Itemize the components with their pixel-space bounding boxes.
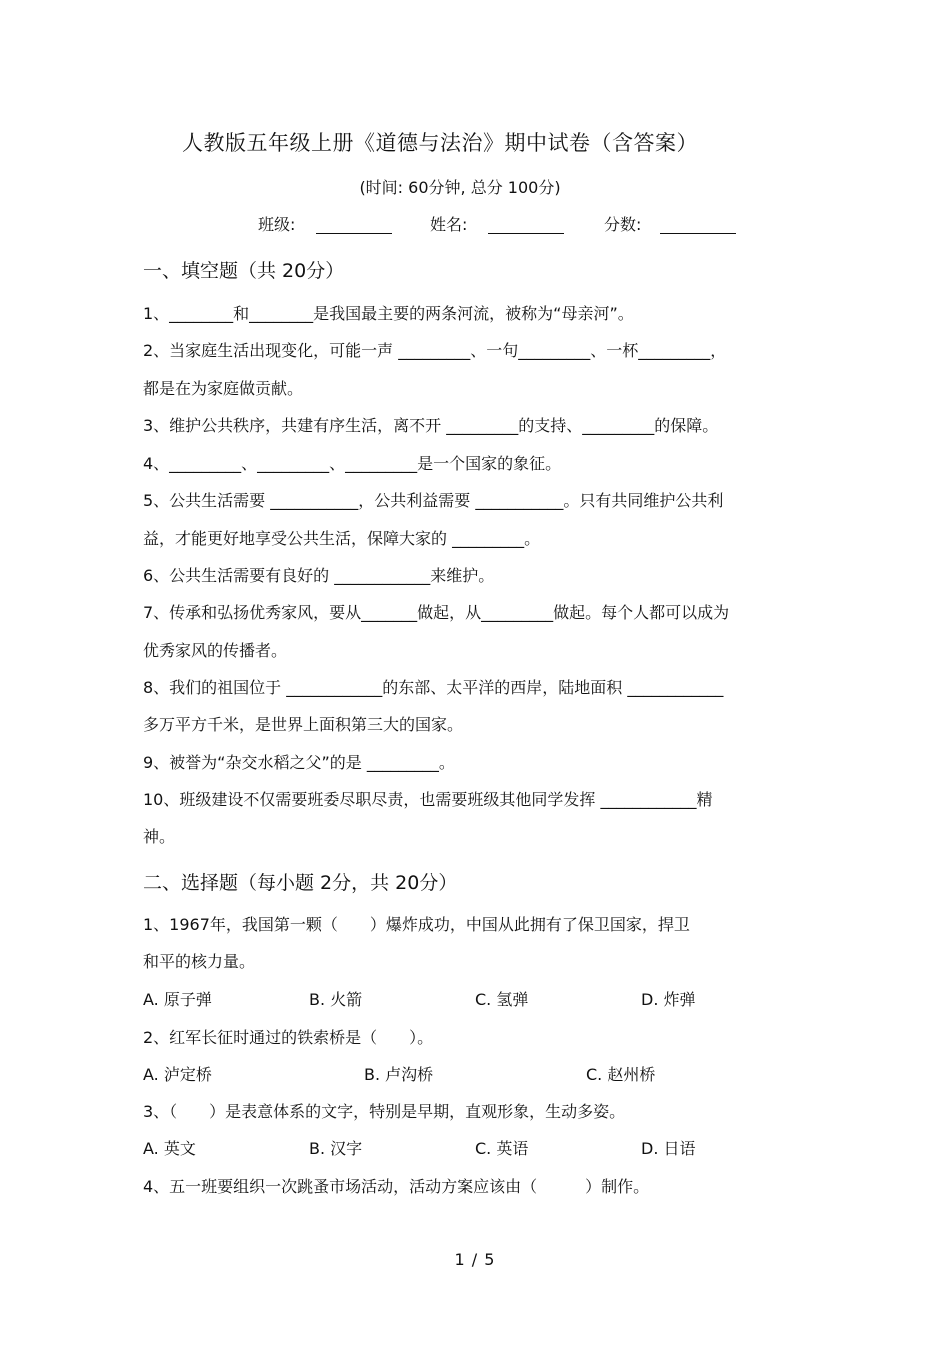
question-line: 益，才能更好地享受公共生活，保障大家的 _________。	[143, 529, 541, 548]
question-line: 1、________和________是我国最主要的两条河流，被称为“母亲河”。	[143, 304, 634, 323]
exam-title: 人教版五年级上册《道德与法治》期中试卷（含答案）	[182, 131, 698, 155]
question-line: 都是在为家庭做贡献。	[143, 379, 304, 398]
q1-options	[143, 987, 823, 1011]
section2-title: 二、选择题（每小题 2分，共 20分）	[143, 872, 458, 894]
question-line: 多万平方千米，是世界上面积第三大的国家。	[143, 715, 464, 734]
option-c: C. 英语	[475, 1139, 529, 1158]
page-number: 1 / 5	[454, 1250, 496, 1269]
exam-subtitle: (时间: 60分钟, 总分 100分)	[359, 178, 561, 197]
q2-options	[143, 1062, 823, 1086]
question-line: 和平的核力量。	[143, 952, 256, 971]
question-line: 4、五一班要组织一次跳蚤市场活动，活动方案应该由（ ）制作。	[143, 1177, 650, 1196]
section1-title: 一、填空题（共 20分）	[143, 260, 345, 282]
question-line: 5、公共生活需要 ___________，公共利益需要 ___________。只有共同维护公共利	[143, 491, 724, 510]
question-line: 3、维护公共秩序，共建有序生活，离不开 _________的支持、_________的保障。	[143, 416, 719, 435]
question-line: 神。	[143, 827, 176, 846]
option-d: D. 日语	[641, 1139, 696, 1158]
question-line: 6、公共生活需要有良好的 ____________来维护。	[143, 566, 495, 585]
question-line: 2、当家庭生活出现变化，可能一声 _________、一句_________、一杯_________，	[143, 341, 727, 360]
option-d: D. 炸弹	[641, 990, 696, 1009]
question-line: 7、传承和弘扬优秀家风，要从_______做起，从_________做起。每个人都可以成为	[143, 603, 730, 622]
question-line: 1、1967年，我国第一颗（ ）爆炸成功，中国从此拥有了保卫国家，捍卫	[143, 915, 690, 934]
option-b: B. 火箭	[309, 990, 363, 1009]
question-line: 3、（ ）是表意体系的文字，特别是早期，直观形象，生动多姿。	[143, 1102, 626, 1121]
class-blank	[316, 233, 392, 234]
option-c: C. 赵州桥	[586, 1065, 656, 1084]
option-b: B. 汉字	[309, 1139, 363, 1158]
name-blank	[488, 233, 564, 234]
score-label: 分数:	[604, 215, 642, 234]
name-label: 姓名:	[430, 215, 468, 234]
q3-options	[143, 1136, 823, 1160]
class-label: 班级:	[258, 215, 296, 234]
question-line: 8、我们的祖国位于 ____________的东部、太平洋的西岸，陆地面积 ____________	[143, 678, 724, 697]
option-a: A. 原子弹	[143, 990, 212, 1009]
option-c: C. 氢弹	[475, 990, 529, 1009]
question-line: 10、班级建设不仅需要班委尽职尽责，也需要班级其他同学发挥 ____________精	[143, 790, 713, 809]
score-blank	[660, 233, 736, 234]
question-line: 2、红军长征时通过的铁索桥是（ ）。	[143, 1028, 434, 1047]
option-b: B. 卢沟桥	[364, 1065, 434, 1084]
option-a: A. 英文	[143, 1139, 196, 1158]
option-a: A. 泸定桥	[143, 1065, 212, 1084]
question-line: 优秀家风的传播者。	[143, 641, 288, 660]
question-line: 4、_________、_________、_________是一个国家的象征。	[143, 454, 562, 473]
question-line: 9、被誉为“杂交水稻之父”的是 _________。	[143, 753, 455, 772]
